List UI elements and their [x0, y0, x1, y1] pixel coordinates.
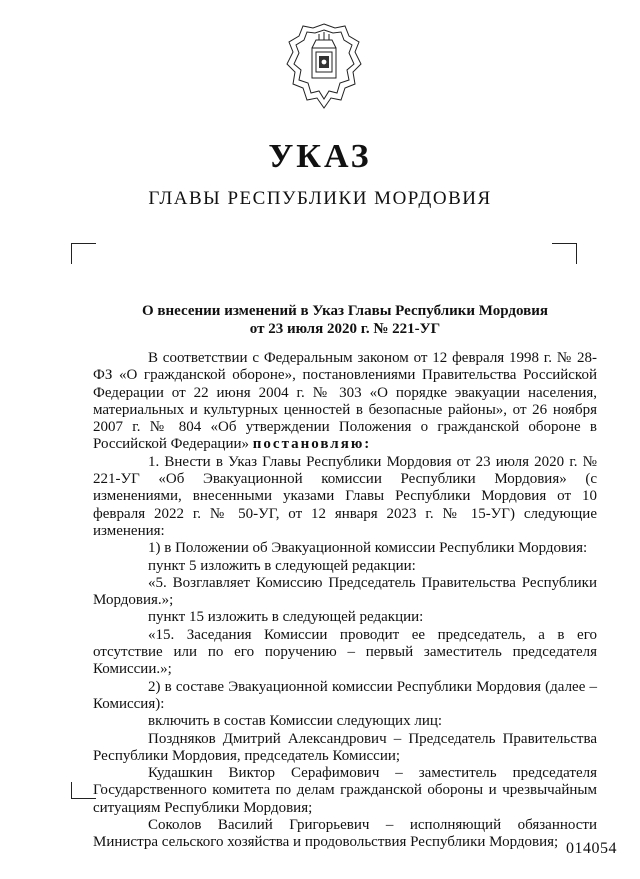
coat-of-arms-icon [283, 18, 365, 114]
paragraph-4: «5. Возглавляет Комиссию Председатель Правительства Республики Мордовия.»; [93, 574, 597, 609]
paragraph-1: 1. Внести в Указ Главы Республики Мордовия от 23 июля 2020 г. № 221-УГ «Об Эвакуационной комиссии Республики Мордовия» (с изменениями, внесенными указами Главы Республики Мордовия от 10 февраля 2022 г. № 50-УГ, от 12 января 2023 г. № 15-УГ) следующие изменения: [93, 453, 597, 539]
corner-mark-top-right [552, 243, 577, 264]
paragraph-2: 1) в Положении об Эвакуационной комиссии Республики Мордовия: [148, 540, 588, 557]
preamble-text: В соответствии с Федеральным законом от 12 февраля 1998 г. № 28-ФЗ «О гражданской обороне», постановлениями Правительства Российской Федерации от 22 июня 2004 г. № 303 «О порядке эвакуации населения, материальных и культурных ценностей в безопасные районы», от 26 ноября 2007 г. № 804 «Об утверждении Положения о гражданской обороне в Российской Федерации» [93, 350, 597, 453]
decree-title: УКАЗ [268, 138, 372, 175]
document-heading [80, 302, 610, 338]
decree-subtitle: ГЛАВЫ РЕСПУБЛИКИ МОРДОВИЯ [148, 188, 492, 209]
heading-line-2: от 23 июля 2020 г. № 221-УГ [249, 321, 441, 337]
paragraph-9: Поздняков Дмитрий Александрович – Председатель Правительства Республики Мордовия, председатель Комиссии; [93, 730, 597, 764]
paragraph-7: 2) в составе Эвакуационной комиссии Республики Мордовия (далее – Комиссия): [93, 678, 597, 712]
paragraph-10: Кудашкин Виктор Серафимович – заместитель председателя Государственного комитета по делам гражданской обороны и чрезвычайным ситуациям Республики Мордовия; [93, 765, 597, 816]
heading-line-1: О внесении изменений в Указ Главы Республики Мордовия [142, 303, 548, 319]
paragraph-6: «15. Заседания Комиссии проводит ее председатель, а в его отсутствие или по его поручению – первый заместитель председателя Комиссии.»; [93, 626, 597, 678]
paragraph-11: Соколов Василий Григорьевич – исполняющий обязанности Министра сельского хозяйства и продовольствия Республики Мордовия; [93, 817, 597, 851]
decree-word: постановляю: [252, 436, 372, 453]
paragraph-8: включить в состав Комиссии следующих лиц: [148, 713, 443, 730]
document-body [93, 350, 597, 852]
corner-mark-top-left [71, 243, 96, 264]
document-number: 014054 [566, 840, 617, 857]
paragraph-5: пункт 15 изложить в следующей редакции: [148, 609, 424, 626]
paragraph-3: пункт 5 изложить в следующей редакции: [148, 557, 416, 574]
preamble-paragraph [93, 350, 597, 454]
